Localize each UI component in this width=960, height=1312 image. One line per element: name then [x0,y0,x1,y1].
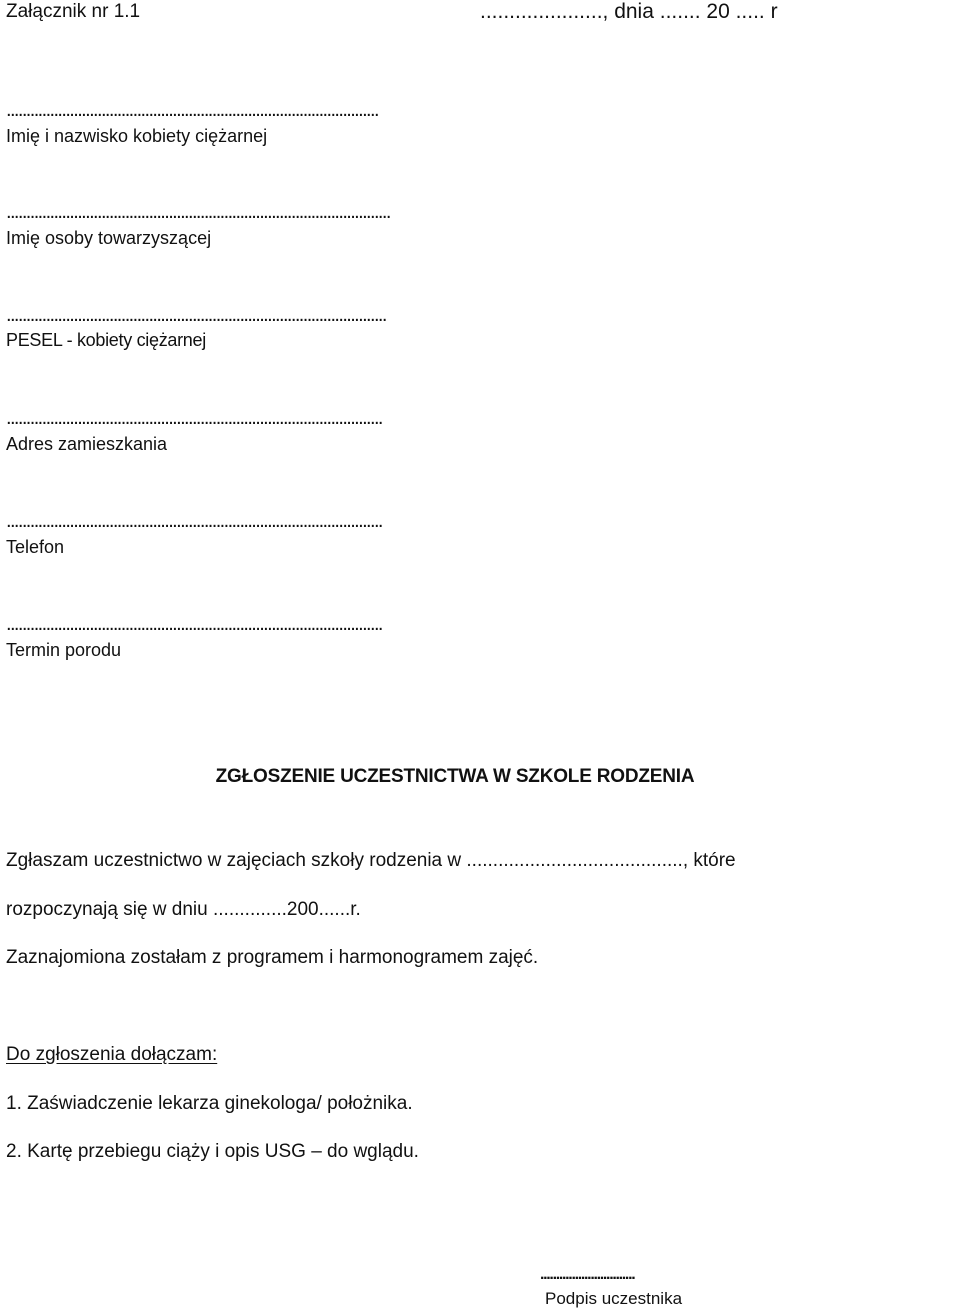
address-fill-line: ............................................................................................... [6,407,382,429]
enrollment-statement: Zgłaszam uczestnictwo w zajęciach szkoły rodzenia w ........................................., które [6,850,736,871]
pesel-fill-line: ................................................................................................ [6,304,386,326]
signature-label: Podpis uczestnika [545,1289,683,1308]
phone-label: Telefon [6,537,65,557]
start-date-statement: rozpoczynają się w dniu ..............200......r. [6,899,361,920]
attachments-heading: Do zgłoszenia dołączam: [6,1044,218,1065]
pregnant-woman-name-label: Imię i nazwisko kobiety ciężarnej [6,126,268,146]
pesel-label: PESEL - kobiety ciężarnej [6,330,206,350]
due-date-label: Termin porodu [6,640,122,660]
date-line: ....................., dnia ....... 20 ..... r [480,0,778,23]
form-title: ZGŁOSZENIE UCZESTNICTWA W SZKOLE RODZENIA [215,766,695,787]
companion-name-label: Imię osoby towarzyszącej [6,228,212,248]
attachment-number: Załącznik nr 1.1 [6,1,141,22]
name-fill-line: .............................................................................................. [6,99,378,121]
due-date-fill-line: ............................................................................................... [6,613,382,635]
address-label: Adres zamieszkania [6,434,168,454]
phone-fill-line: ............................................................................................... [6,510,382,532]
signature-fill-line: .............................. [540,1266,635,1283]
attachment-item: 2. Kartę przebiegu ciąży i opis USG – do wglądu. [6,1141,419,1162]
attachment-item: 1. Zaświadczenie lekarza ginekologa/ położnika. [6,1093,413,1114]
acknowledgement-statement: Zaznajomiona zostałam z programem i harmonogramem zajęć. [6,947,539,968]
companion-fill-line: ................................................................................................. [6,201,390,223]
